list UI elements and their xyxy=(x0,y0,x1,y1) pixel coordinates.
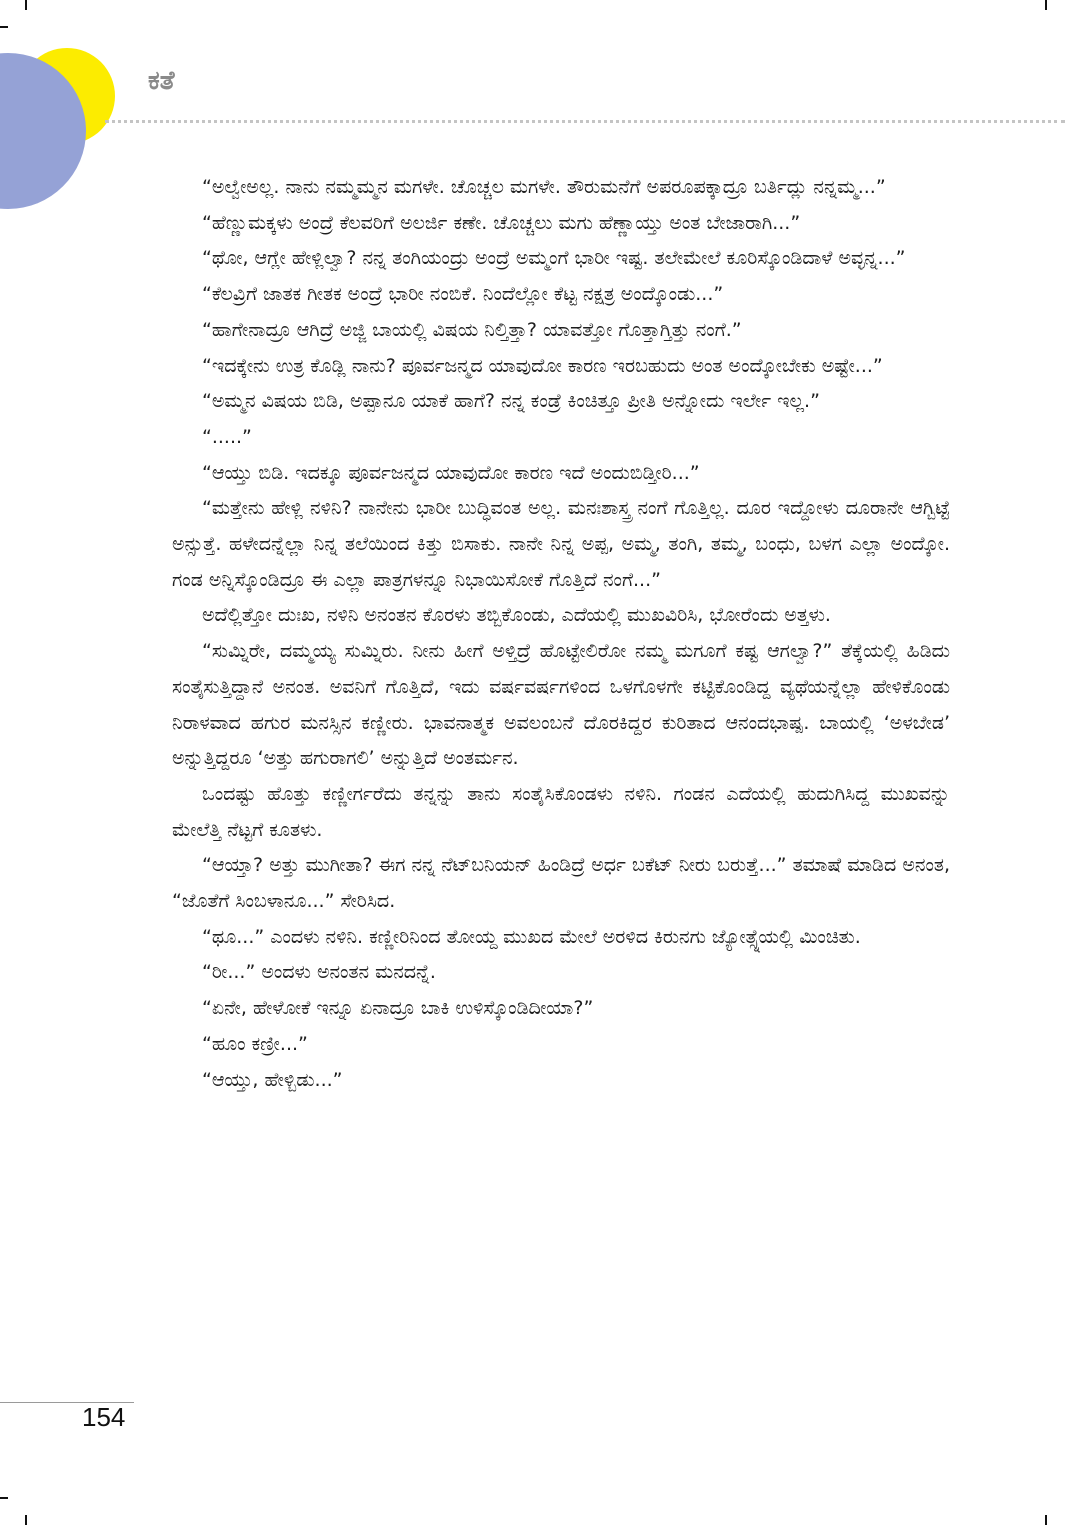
paragraph: “ಏನೇ, ಹೇಳೋಕೆ ಇನ್ನೂ ಏನಾದ್ರೂ ಬಾಕಿ ಉಳಿಸ್ಕೊಂಡಿದೀಯಾ?” xyxy=(202,997,594,1020)
paragraph: ಒಂದಷ್ಟು ಹೊತ್ತು ಕಣ್ಣೀರ್ಗರೆದು ತನ್ನನ್ನು ತಾನು ಸಂತೈಸಿಕೊಂಡಳು ನಳಿನಿ. ಗಂಡನ ಎದೆಯಲ್ಲಿ ಹುದುಗಿಸಿದ್ದ ಮುಖವನ್ನು ಮೇಲೆತ್ತಿ ನೆಟ್ಟಗೆ ಕೂತಳು. xyxy=(172,782,950,841)
paragraph: “ಮತ್ತೇನು ಹೇಳ್ಲಿ ನಳಿನಿ? ನಾನೇನು ಭಾರೀ ಬುದ್ಧಿವಂತ ಅಲ್ಲ. ಮನಃಶಾಸ್ತ್ರ ನಂಗೆ ಗೊತ್ತಿಲ್ಲ. ದೂರ ಇದ್ದೋಳು ದೂರಾನೇ ಆಗ್ಬಿಟ್ಟೆ ಅನ್ಸುತ್ತೆ. ಹಳೇದನ್ನೆಲ್ಲಾ ನಿನ್ನ ತಲೆಯಿಂದ ಕಿತ್ತು ಬಿಸಾಕು. ನಾನೇ ನಿನ್ನ ಅಪ್ಪ, ಅಮ್ಮ, ತಂಗಿ, ತಮ್ಮ, ಬಂಧು, ಬಳಗ ಎಲ್ಲಾ ಅಂದ್ಕೋ. ಗಂಡ ಅನ್ನಿಸ್ಕೊಂಡಿದ್ರೂ ಈ ಎಲ್ಲಾ ಪಾತ್ರಗಳನ್ನೂ ನಿಭಾಯಿಸೋಕೆ ಗೊತ್ತಿದೆ ನಂಗೆ...” xyxy=(172,497,950,591)
paragraph: “ಇದಕ್ಕೇನು ಉತ್ರ ಕೊಡ್ಲಿ ನಾನು? ಪೂರ್ವಜನ್ಮದ ಯಾವುದೋ ಕಾರಣ ಇರಬಹುದು ಅಂತ ಅಂದ್ಕೋಬೇಕು ಅಷ್ಟೇ...” xyxy=(202,354,883,377)
paragraph: “ಥೂ...” ಎಂದಳು ನಳಿನಿ. ಕಣ್ಣೀರಿನಿಂದ ತೋಯ್ದ ಮುಖದ ಮೇಲೆ ಅರಳಿದ ಕಿರುನಗು ಜ್ಯೋತ್ಸ್ನೆಯಲ್ಲಿ ಮಿಂಚಿತು. xyxy=(202,925,861,948)
paragraph: “ಆಯ್ತು, ಹೇಳ್ಬಿಡು...” xyxy=(202,1068,343,1091)
paragraph: ಅದೆಲ್ಲಿತ್ತೋ ದುಃಖ, ನಳಿನಿ ಅನಂತನ ಕೊರಳು ತಬ್ಬಿಕೊಂಡು, ಎದೆಯಲ್ಲಿ ಮುಖವಿರಿಸಿ, ಭೋರೆಂದು ಅತ್ತಳು. xyxy=(202,604,831,627)
paragraph: “ಹಾಗೇನಾದ್ರೂ ಆಗಿದ್ರೆ ಅಜ್ಜಿ ಬಾಯಲ್ಲಿ ವಿಷಯ ನಿಲ್ತಿತ್ತಾ? ಯಾವತ್ತೋ ಗೊತ್ತಾಗ್ತಿತ್ತು ನಂಗೆ.” xyxy=(202,318,742,341)
paragraph: “ಆಯ್ತು ಬಿಡಿ. ಇದಕ್ಕೂ ಪೂರ್ವಜನ್ಮದ ಯಾವುದೋ ಕಾರಣ ಇದೆ ಅಂದುಬಿಡ್ತೀರಿ...” xyxy=(202,461,700,484)
paragraph: “ಹೂಂ ಕಣ್ರೀ...” xyxy=(202,1032,308,1055)
paragraph: “ಆಯ್ತಾ? ಅತ್ತು ಮುಗೀತಾ? ಈಗ ನನ್ನ ನೆಟ್‌ಬನಿಯನ್ ಹಿಂಡಿದ್ರೆ ಅರ್ಧ ಬಕೆಟ್ ನೀರು ಬರುತ್ತೆ...” ತಮಾಷೆ ಮಾಡಿದ ಅನಂತ, “ಜೊತೆಗೆ ಸಿಂಬಳಾನೂ...” ಸೇರಿಸಿದ. xyxy=(172,854,950,913)
paragraph: “ಅಲ್ವೇಅಲ್ಲ. ನಾನು ನಮ್ಮಮ್ಮನ ಮಗಳೇ. ಚೊಚ್ಚಲ ಮಗಳೇ. ತೌರುಮನೆಗೆ ಅಪರೂಪಕ್ಕಾದ್ರೂ ಬರ್ತಿದ್ಲು ನನ್ನಮ್ಮ...” xyxy=(202,176,886,198)
paragraph: “ಕೆಲವ್ರಿಗೆ ಜಾತಕ ಗೀತಕ ಅಂದ್ರೆ ಭಾರೀ ನಂಬಿಕೆ. ನಿಂದೆಲ್ಲೋ ಕೆಟ್ಟ ನಕ್ಷತ್ರ ಅಂದ್ಕೊಂಡು...” xyxy=(202,283,724,306)
paragraph: “ಸುಮ್ನಿರೇ, ದಮ್ಮಯ್ಯ ಸುಮ್ನಿರು. ನೀನು ಹೀಗೆ ಅಳ್ತಿದ್ರೆ ಹೊಟ್ಟೇಲಿರೋ ನಮ್ಮ ಮಗೂಗೆ ಕಷ್ಟ ಆಗಲ್ವಾ?” ತೆಕ್ಕೆಯಲ್ಲಿ ಹಿಡಿದು ಸಂತೈಸುತ್ತಿದ್ದಾನೆ ಅನಂತ. ಅವನಿಗೆ ಗೊತ್ತಿದೆ, ಇದು ವರ್ಷವರ್ಷಗಳಿಂದ ಒಳಗೊಳಗೇ ಕಟ್ಟಿಕೊಂಡಿದ್ದ ವ್ಯಥೆಯನ್ನೆಲ್ಲಾ ಹೇಳಿಕೊಂಡು ನಿರಾಳವಾದ ಹಗುರ ಮನಸ್ಸಿನ ಕಣ್ಣೀರು. ಭಾವನಾತ್ಮಕ ಅವಲಂಬನೆ ದೊರಕಿದ್ದರ ಕುರಿತಾದ ಆನಂದಭಾಷ್ಪ. ಬಾಯಲ್ಲಿ ‘ಅಳಬೇಡ’ ಅನ್ನುತ್ತಿದ್ದರೂ ‘ಅತ್ತು ಹಗುರಾಗಲಿ’ ಅನ್ನುತ್ತಿದೆ ಅಂತರ್ಮನ. xyxy=(172,640,950,770)
decorative-circles xyxy=(0,0,140,220)
story-body xyxy=(172,170,950,1098)
paragraph: “ಅಮ್ಮನ ವಿಷಯ ಬಿಡಿ, ಅಪ್ಪಾನೂ ಯಾಕೆ ಹಾಗೆ? ನನ್ನ ಕಂಡ್ರೆ ಕಿಂಚಿತ್ತೂ ಪ್ರೀತಿ ಅನ್ನೋದು ಇರ್ಲೇ ಇಲ್ಲ.” xyxy=(202,390,820,413)
crop-mark-left-lower xyxy=(0,1497,8,1499)
crop-mark-top-right xyxy=(1045,0,1047,10)
paragraph: “.....” xyxy=(202,425,252,448)
crop-mark-bottom-right xyxy=(1045,1515,1047,1525)
page-number: 154 xyxy=(82,1402,126,1432)
paragraph: “ಹೆಣ್ಣುಮಕ್ಕಳು ಅಂದ್ರೆ ಕೆಲವರಿಗೆ ಅಲರ್ಜಿ ಕಣೇ. ಚೊಚ್ಚಲು ಮಗು ಹೆಣ್ಣಾಯ್ತು ಅಂತ ಬೇಜಾರಾಗಿ...” xyxy=(202,211,801,234)
crop-mark-bottom-left xyxy=(25,1515,27,1525)
paragraph: “ರೀ...” ಅಂದಳು ಅನಂತನ ಮನದನ್ನೆ. xyxy=(202,961,436,984)
paragraph: “ಥೋ, ಆಗ್ಲೇ ಹೇಳ್ಲಿಲ್ವಾ? ನನ್ನ ತಂಗಿಯಂದ್ರು ಅಂದ್ರೆ ಅಮ್ಮಂಗೆ ಭಾರೀ ಇಷ್ಟ. ತಲೇಮೇಲೆ ಕೂರಿಸ್ಕೊಂಡಿದಾಳೆ ಅವ್ಳನ್ನ...” xyxy=(202,247,906,270)
section-label: ಕತೆ xyxy=(148,66,175,96)
header-dotted-rule xyxy=(105,120,1065,123)
